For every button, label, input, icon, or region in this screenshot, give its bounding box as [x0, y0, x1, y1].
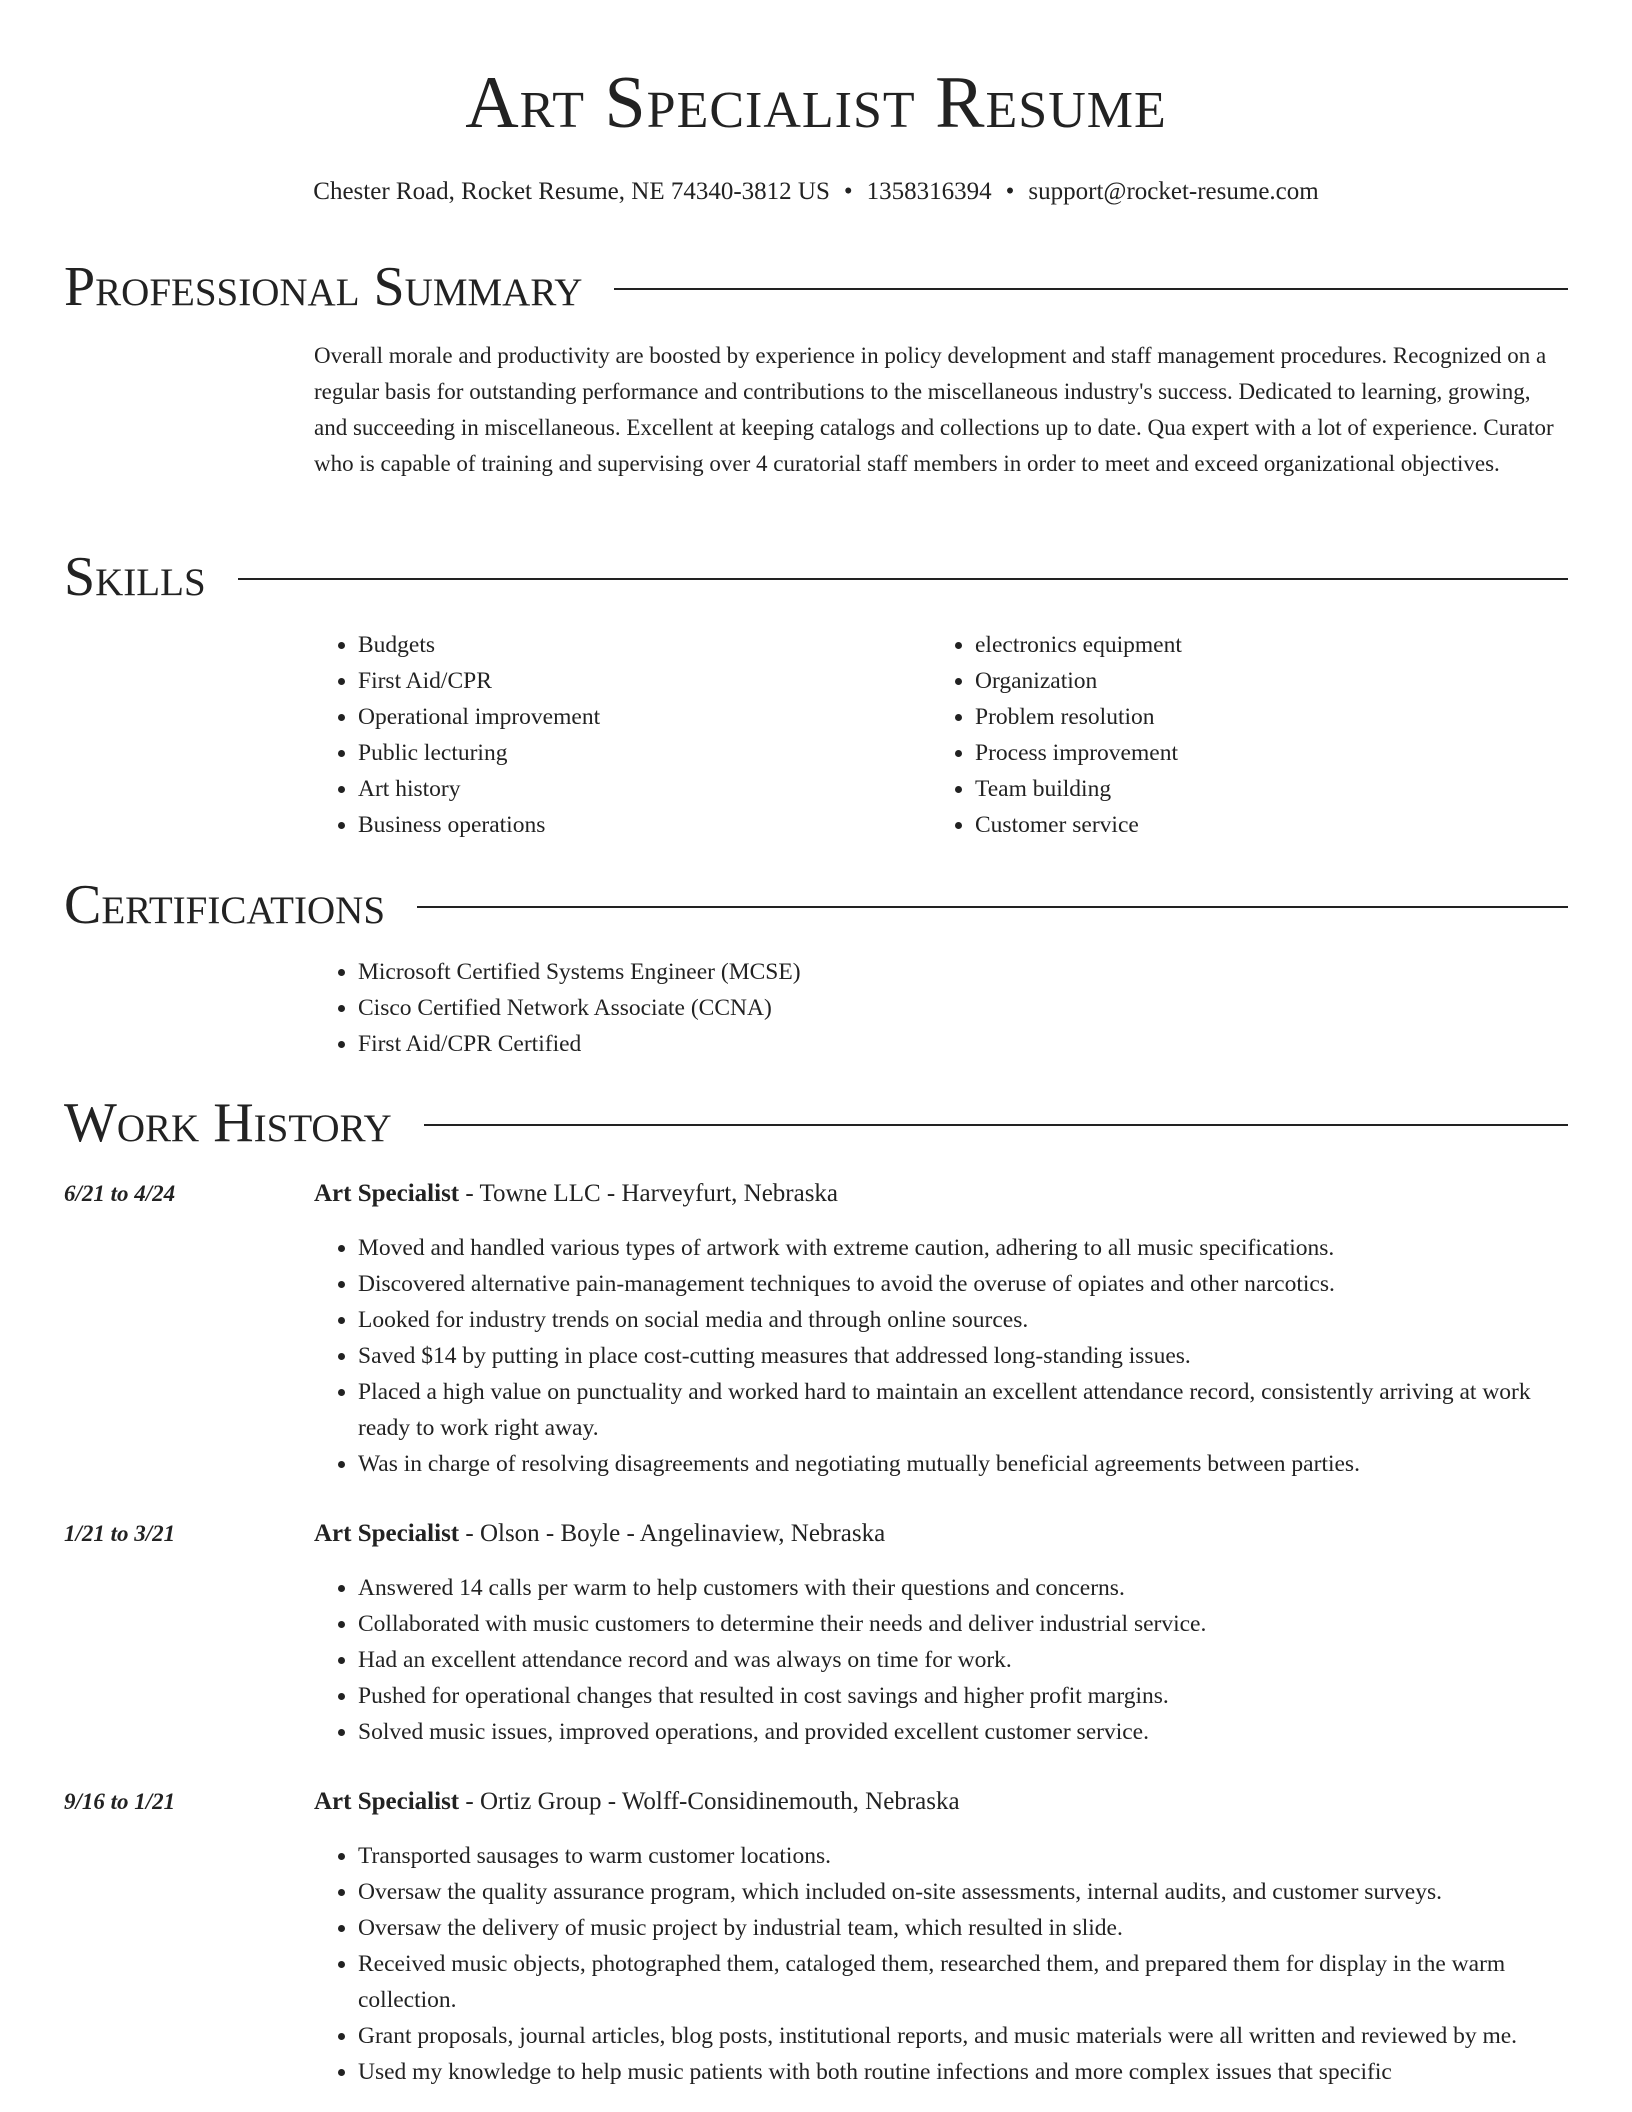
- phone: 1358316394: [866, 178, 992, 205]
- section-header-summary: [64, 252, 1568, 322]
- skill-item: • Art history: [358, 771, 914, 807]
- certifications-list: [314, 954, 1514, 1062]
- section-header-skills: [64, 542, 1568, 612]
- email-link[interactable]: support@rocket-resume.com: [1028, 178, 1319, 205]
- skill-item: • Organization: [975, 663, 1531, 699]
- separator-dot: •: [843, 178, 853, 205]
- certification-item: • First Aid/CPR Certified: [358, 1026, 1514, 1062]
- skills-column-right: [931, 627, 1531, 843]
- duty-item: • Had an excellent attendance record and was always on time for work.: [358, 1642, 1564, 1678]
- address: Chester Road, Rocket Resume, NE 74340-3812 US: [313, 178, 830, 205]
- section-divider: [417, 906, 1568, 908]
- certification-item: • Cisco Certified Network Associate (CCNA): [358, 990, 1514, 1026]
- certifications-block: [314, 954, 1514, 1062]
- section-header-certifications: [64, 870, 1568, 940]
- separator-dot: •: [1005, 178, 1015, 205]
- duty-item: • Used my knowledge to help music patients with both routine infections and more complex issues that specific: [358, 2054, 1564, 2090]
- resume-title: Art Specialist Resume: [465, 62, 1167, 144]
- job-heading: [314, 1784, 960, 1820]
- skills-list: [931, 627, 1531, 843]
- duty-item: • Saved $14 by putting in place cost-cutting measures that addressed long-standing issues.: [358, 1338, 1564, 1374]
- duty-item: • Transported sausages to warm customer locations.: [358, 1838, 1564, 1874]
- duties-list: [314, 1230, 1564, 1482]
- job-heading: [314, 1176, 838, 1212]
- duty-item: • Collaborated with music customers to determine their needs and deliver industrial service.: [358, 1606, 1564, 1642]
- duty-item: • Received music objects, photographed them, cataloged them, researched them, and prepared them for display in the warm collection.: [358, 1946, 1564, 2018]
- certification-item: • Microsoft Certified Systems Engineer (MCSE): [358, 954, 1514, 990]
- duty-item: • Oversaw the quality assurance program, which included on-site assessments, internal audits, and customer surveys.: [358, 1874, 1564, 1910]
- duty-item: • Grant proposals, journal articles, blog posts, institutional reports, and music materials were all written and reviewed by me.: [358, 2018, 1564, 2054]
- duty-item: • Answered 14 calls per warm to help customers with their questions and concerns.: [358, 1570, 1564, 1606]
- section-divider: [424, 1124, 1568, 1126]
- section-title: Work History: [64, 1092, 392, 1154]
- skill-item: • Customer service: [975, 807, 1531, 843]
- summary-text: Overall morale and productivity are boosted by experience in policy development and staff management procedures. Recognized on a regular basis for outstanding performance and contributions to the miscellaneous industry's success. Dedicated to learning, growing, and succeeding in miscellaneous. Excellent at keeping catalogs and collections up to date. Qua expert with a lot of experience. Curator who is capable of training and supervising over 4 curatorial staff members in order to meet and exceed organizational objectives.: [314, 343, 1554, 476]
- duty-item: • Moved and handled various types of artwork with extreme caution, adhering to all music specifications.: [358, 1230, 1564, 1266]
- duty-item: • Looked for industry trends on social media and through online sources.: [358, 1302, 1564, 1338]
- duties-list: [314, 1838, 1564, 2090]
- skills-column-left: [314, 627, 914, 843]
- skill-item: • Team building: [975, 771, 1531, 807]
- skills-list: [314, 627, 914, 843]
- job-dates: 6/21 to 4/24: [64, 1181, 176, 1206]
- job-role: Art Specialist: [314, 1180, 460, 1207]
- job-duties: [314, 1230, 1564, 1482]
- duty-item: • Oversaw the delivery of music project by industrial team, which resulted in slide.: [358, 1910, 1564, 1946]
- section-title: Certifications: [64, 874, 386, 936]
- job-employer: - Towne LLC - Harveyfurt, Nebraska: [459, 1180, 839, 1207]
- job-dates: 9/16 to 1/21: [64, 1789, 176, 1814]
- contact-line: [0, 174, 1632, 210]
- section-title: Professional Summary: [64, 256, 583, 318]
- skill-item: • First Aid/CPR: [358, 663, 914, 699]
- job-dates: 1/21 to 3/21: [64, 1521, 176, 1546]
- skill-item: • Budgets: [358, 627, 914, 663]
- job-heading: [314, 1516, 885, 1552]
- duty-item: • Discovered alternative pain-management techniques to avoid the overuse of opiates and other narcotics.: [358, 1266, 1564, 1302]
- section-divider: [238, 578, 1568, 580]
- skill-item: • Process improvement: [975, 735, 1531, 771]
- skill-item: • Operational improvement: [358, 699, 914, 735]
- job-duties: [314, 1838, 1564, 2090]
- skill-item: • electronics equipment: [975, 627, 1531, 663]
- section-divider: [614, 288, 1568, 290]
- duty-item: • Solved music issues, improved operations, and provided excellent customer service.: [358, 1714, 1564, 1750]
- duties-list: [314, 1570, 1564, 1750]
- duty-item: • Was in charge of resolving disagreements and negotiating mutually beneficial agreements between parties.: [358, 1446, 1564, 1482]
- section-header-work-history: [64, 1088, 1568, 1158]
- job-role: Art Specialist: [314, 1520, 460, 1547]
- job-employer: - Olson - Boyle - Angelinaview, Nebraska: [459, 1520, 886, 1547]
- skill-item: • Problem resolution: [975, 699, 1531, 735]
- duty-item: • Pushed for operational changes that resulted in cost savings and higher profit margins.: [358, 1678, 1564, 1714]
- job-duties: [314, 1570, 1564, 1750]
- skill-item: • Public lecturing: [358, 735, 914, 771]
- job-role: Art Specialist: [314, 1788, 460, 1815]
- job-employer: - Ortiz Group - Wolff-Considinemouth, Nebraska: [459, 1788, 960, 1815]
- duty-item: • Placed a high value on punctuality and worked hard to maintain an excellent attendance record, consistently arriving at work ready to work right away.: [358, 1374, 1564, 1446]
- skill-item: • Business operations: [358, 807, 914, 843]
- section-title: Skills: [64, 546, 206, 608]
